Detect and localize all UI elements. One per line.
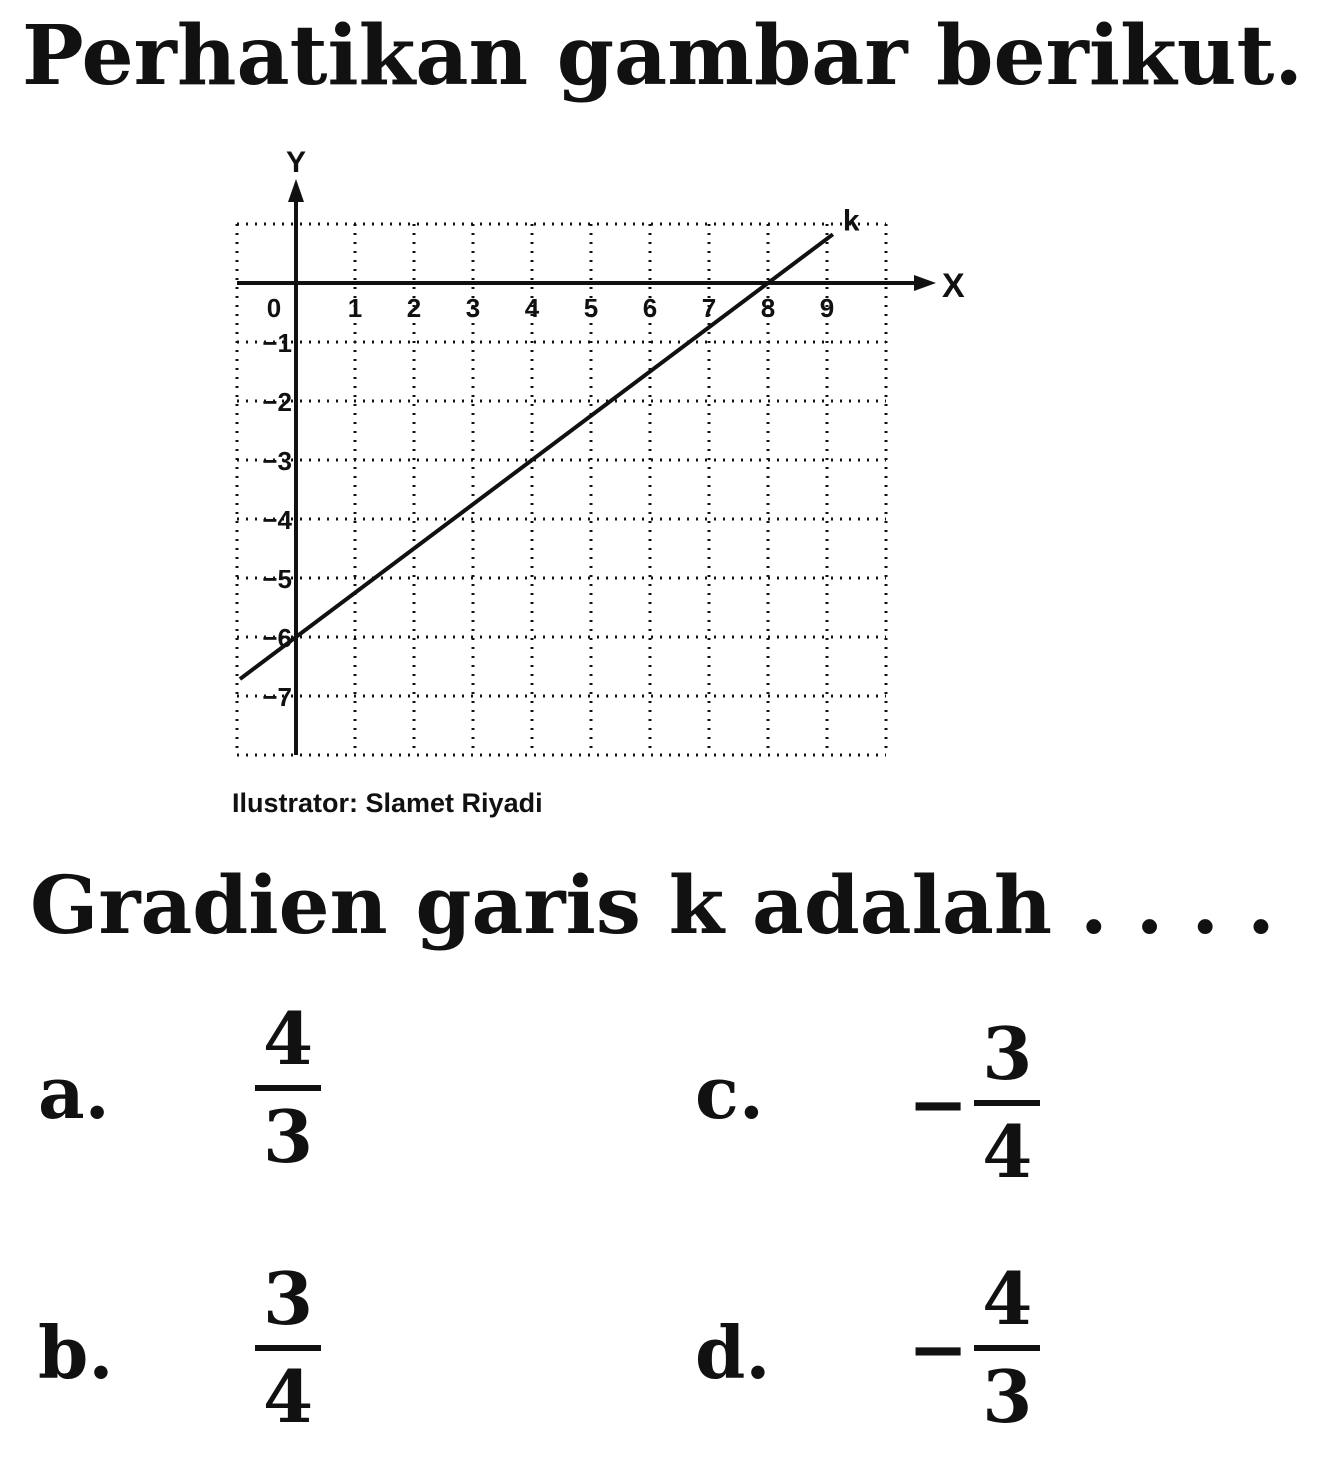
option-a-denominator: 3 — [262, 1094, 314, 1179]
y-axis-arrow — [288, 179, 304, 202]
option-b-denominator: 4 — [262, 1354, 314, 1439]
option-d-numerator: 4 — [982, 1256, 1033, 1341]
option-b-numerator: 3 — [262, 1256, 314, 1341]
y-axis-label: Y — [286, 146, 307, 179]
option-c-fraction[interactable] — [908, 1010, 1040, 1196]
x-tick-label: 3 — [465, 293, 481, 323]
x-tick-label: 0 — [266, 293, 282, 323]
x-tick-label: 4 — [524, 293, 540, 323]
x-tick-label: 8 — [760, 293, 776, 323]
x-tick-label: 6 — [642, 293, 658, 323]
x-tick-label: 9 — [819, 293, 835, 323]
illustrator-credit: Ilustrator: Slamet Riyadi — [232, 788, 543, 818]
y-tick-label: −3 — [262, 446, 292, 476]
option-c-numerator: 3 — [982, 1011, 1033, 1096]
fraction-bar — [974, 1100, 1040, 1106]
fraction-bar — [255, 1345, 321, 1351]
graph-svg — [200, 145, 980, 785]
option-d-fraction[interactable] — [908, 1255, 1040, 1441]
x-tick-label: 5 — [583, 293, 599, 323]
x-axis-label: X — [942, 267, 965, 305]
option-a-fraction[interactable] — [255, 995, 321, 1181]
line-k-label: k — [842, 204, 860, 238]
y-tick-label: −7 — [262, 682, 292, 712]
x-tick-label: 2 — [406, 293, 422, 323]
question-text: Gradien garis k adalah . . . . — [30, 858, 1275, 952]
option-a-letter: a. — [38, 1050, 110, 1135]
option-d-denominator: 3 — [982, 1354, 1033, 1439]
x-tick-label: 7 — [701, 293, 717, 323]
coordinate-graph — [200, 145, 980, 785]
option-d-sign: − — [908, 1305, 969, 1391]
fraction-bar — [255, 1085, 321, 1091]
fraction-bar — [974, 1345, 1040, 1351]
option-c-letter: c. — [695, 1050, 764, 1135]
option-c-sign: − — [908, 1060, 969, 1146]
page-heading: Perhatikan gambar berikut. — [22, 8, 1303, 104]
y-tick-label: −6 — [262, 623, 292, 653]
x-tick-label: 1 — [347, 293, 363, 323]
y-tick-label: −2 — [262, 387, 292, 417]
y-tick-label: −4 — [262, 505, 292, 535]
option-a-numerator: 4 — [262, 996, 314, 1081]
option-c-denominator: 4 — [982, 1109, 1033, 1194]
x-axis-arrow — [914, 275, 936, 291]
y-tick-label: −1 — [262, 328, 292, 358]
y-tick-label: −5 — [262, 564, 292, 594]
option-b-fraction[interactable] — [255, 1255, 321, 1441]
option-d-letter: d. — [695, 1310, 771, 1395]
option-b-letter: b. — [38, 1310, 114, 1395]
